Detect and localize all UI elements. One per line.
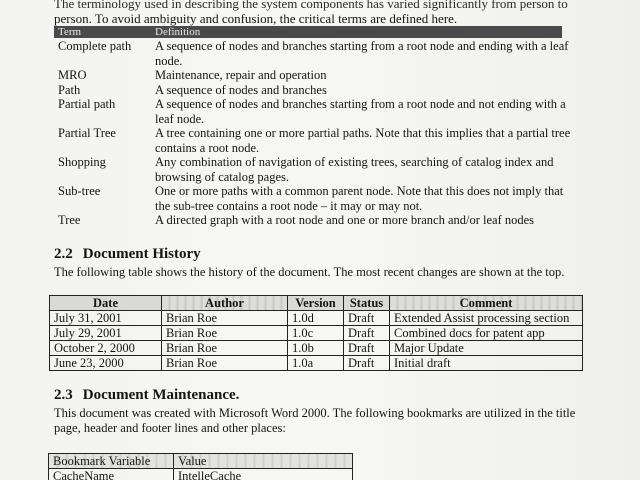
term-name: MRO bbox=[58, 68, 87, 82]
table-row bbox=[50, 326, 583, 341]
term-column-header: Term bbox=[58, 26, 82, 38]
term-definition: A directed graph with a root node and one or more branch and/or leaf nodes bbox=[155, 213, 535, 227]
section-heading-maintenance bbox=[54, 387, 239, 404]
author-column-header: Author bbox=[162, 296, 288, 311]
version-cell: 1.0a bbox=[288, 356, 344, 371]
version-cell: 1.0b bbox=[288, 341, 344, 356]
table-header-row bbox=[49, 454, 353, 469]
intro-line-2: person. To avoid ambiguity and confusion, the critical terms are defined here. bbox=[54, 11, 458, 26]
table-header-row bbox=[50, 296, 583, 311]
author-cell: Brian Roe bbox=[162, 356, 288, 371]
value-cell: IntelleCache bbox=[174, 469, 353, 480]
term-name: Path bbox=[58, 83, 81, 97]
status-cell: Draft bbox=[344, 341, 390, 356]
status-cell: Draft bbox=[344, 356, 390, 371]
definition-column-header: Definition bbox=[155, 26, 201, 38]
document-history-table bbox=[49, 295, 583, 371]
intro-paragraph bbox=[54, 0, 614, 26]
date-cell: October 2, 2000 bbox=[50, 341, 162, 356]
comment-column-header: Comment bbox=[390, 296, 583, 311]
table-row bbox=[50, 356, 583, 371]
section-number: 2.2 bbox=[54, 246, 73, 262]
status-column-header: Status bbox=[344, 296, 390, 311]
comment-cell: Combined docs for patent app bbox=[390, 326, 583, 341]
section-title: Document History bbox=[82, 246, 201, 262]
bookmark-variable-cell: CacheName bbox=[49, 469, 174, 480]
status-cell: Draft bbox=[344, 326, 390, 341]
term-name: Partial path bbox=[58, 97, 116, 111]
version-cell: 1.0d bbox=[288, 311, 344, 326]
term-definition: A sequence of nodes and branches starting from a root node and not ending with a leaf node. bbox=[155, 97, 566, 126]
author-cell: Brian Roe bbox=[162, 341, 288, 356]
intro-line-1: The terminology used in describing the system components has varied significantly from person to bbox=[54, 0, 568, 11]
table-row bbox=[50, 311, 583, 326]
term-definition: One or more paths with a common parent node. Note that this does not imply that the sub-tree contains a root node – it may or may not. bbox=[155, 184, 564, 213]
history-intro: The following table shows the history of the document. The most recent changes are shown at the top. bbox=[54, 265, 565, 279]
value-header: Value bbox=[174, 454, 353, 469]
table-row bbox=[49, 469, 353, 480]
version-cell: 1.0c bbox=[288, 326, 344, 341]
term-definition: Maintenance, repair and operation bbox=[155, 68, 327, 82]
section-number: 2.3 bbox=[54, 387, 73, 403]
maintenance-intro: This document was created with Microsoft Word 2000. The following bookmarks are utilized in the title page, header and footer lines and other places: bbox=[54, 406, 576, 435]
date-column-header: Date bbox=[50, 296, 162, 311]
bookmark-table bbox=[48, 453, 353, 480]
date-cell: July 31, 2001 bbox=[50, 311, 162, 326]
comment-cell: Initial draft bbox=[390, 356, 583, 371]
section-title: Document Maintenance. bbox=[82, 387, 240, 403]
section-heading-history bbox=[54, 246, 201, 263]
bookmark-variable-header: Bookmark Variable bbox=[49, 454, 174, 469]
date-cell: July 29, 2001 bbox=[50, 326, 162, 341]
table-row bbox=[50, 341, 583, 356]
comment-cell: Extended Assist processing section bbox=[390, 311, 583, 326]
author-cell: Brian Roe bbox=[162, 326, 288, 341]
terms-table-header bbox=[54, 26, 562, 38]
term-name: Sub-tree bbox=[58, 184, 101, 198]
term-name: Complete path bbox=[58, 39, 132, 53]
comment-cell: Major Update bbox=[390, 341, 583, 356]
status-cell: Draft bbox=[344, 311, 390, 326]
term-name: Partial Tree bbox=[58, 126, 116, 140]
author-cell: Brian Roe bbox=[162, 311, 288, 326]
term-name: Shopping bbox=[58, 155, 106, 169]
version-column-header: Version bbox=[288, 296, 344, 311]
term-name: Tree bbox=[58, 213, 81, 227]
term-definition: Any combination of navigation of existing trees, searching of catalog index and browsing of catalog pages. bbox=[155, 155, 554, 184]
date-cell: June 23, 2000 bbox=[50, 356, 162, 371]
term-definition: A sequence of nodes and branches bbox=[155, 83, 327, 97]
term-definition: A sequence of nodes and branches starting from a root node and ending with a leaf node. bbox=[155, 39, 569, 68]
term-definition: A tree containing one or more partial paths. Note that this implies that a partial tree contains a root node. bbox=[155, 126, 571, 155]
